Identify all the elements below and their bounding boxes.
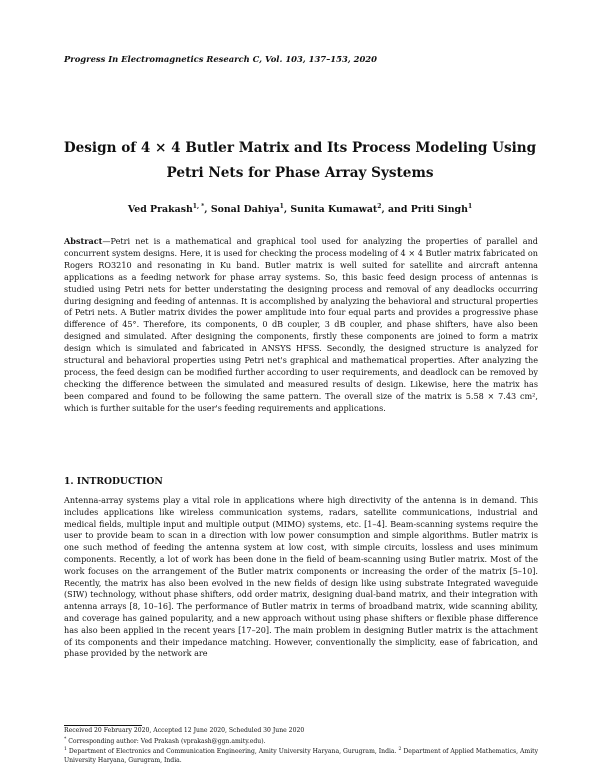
- abstract: [64, 236, 538, 415]
- author-name: Ved Prakash: [127, 204, 193, 216]
- footnote-rule: [64, 725, 142, 726]
- author-affiliation: 1, *: [192, 203, 205, 210]
- author-affiliation: 1: [467, 203, 473, 210]
- footnote-mark: 1: [64, 747, 67, 753]
- author-separator: ,: [283, 204, 291, 216]
- section-heading: 1. INTRODUCTION: [64, 476, 163, 487]
- abstract-text: —Petri net is a mathematical and graphical tool used for analyzing the properties of parallel and concurrent system designs. Here, it is used for checking the process modeling of 4 × 4 Butler matrix fabricated on Rogers RO3210 and resonating in Ku band. Butler matrix is well suited for satellite and aircraft antenna applications as a feeding network for phase array systems. So, this basic feed design process of antennas is studied using Petri nets for better understating the designing process and removal of any deadlocks occurring during designing and feeding of antennas. It is accomplished by analyzing the behavioral and structural properties of Petri nets. A Butler matrix divides the power amplitude into four equal parts and provides a progressive phase difference of 45°. Therefore, its components, 0 dB coupler, 3 dB coupler, and phase shifters, have also been designed and simulated. After designing the components, firstly these components are joined to form a matrix design which is simulated and fabricated in ANSYS HFSS. Secondly, the designed structure is analyzed for structural and behavioral properties using Petri net's graphical and mathematical properties. After analyzing the process, the feed design can be modified further according to user requirements, and deadlock can be removed by checking the difference between the simulated and measured results of design. Likewise, here the matrix has been compared and found to be following the same pattern. The overall size of the matrix is 5.58 × 7.43 cm², which is further suitable for the user's feeding requirements and applications.: [64, 236, 538, 413]
- author-separator: , and: [381, 204, 411, 216]
- footnotes: [64, 727, 538, 765]
- footnote-mark: *: [64, 736, 67, 742]
- journal-header: Progress In Electromagnetics Research C, Vol. 103, 137–153, 2020: [64, 54, 377, 64]
- affiliation-2: Department of Applied Mathematics, Amity University Haryana, Gurugram, India.: [64, 748, 539, 764]
- author-name: Priti Singh: [410, 204, 468, 216]
- received-dates: Received 20 February 2020, Accepted 12 June 2020, Scheduled 30 June 2020: [64, 727, 305, 734]
- introduction-paragraph: Antenna-array systems play a vital role in applications where high directivity of the antenna is in demand. This includes applications like wireless communication systems, radars, satellite communications, industrial and medical fields, multiple input and multiple output (MIMO) systems, etc. [1–4]. Beam-scanning systems require the user to provide beam to scan in a direction with low power consumption and simple algorithms. Butler matrix is one such method of feeding the antenna system at low cost, with simple circuits, lossless and uses minimum components. Recently, a lot of work has been done in the field of beam-scanning using Butler matrix. Most of the work focuses on the arrangement of the Butler matrix components or increasing the order of the matrix [5–10]. Recently, the matrix has also been evolved in the new fields of design like using substrate Integrated waveguide (SIW) technology, without phase shifters, odd order matrix, designing dual-band matrix, and their integration with antenna arrays [8, 10–16]. The performance of Butler matrix in terms of broadband matrix, wide scanning ability, and coverage has gained popularity, and a new approach without using phase shifters or flexible phase difference has also been applied in the recent years [17–20]. The main problem in designing Butler matrix is the attachment of its components and their impedance matching. However, conventionally the simplicity, ease of fabrication, and phase provided by the network are: [64, 495, 538, 659]
- affiliation-1: Department of Electronics and Communication Engineering, Amity University Haryana, Gurugram, India.: [68, 748, 397, 756]
- corresponding-author: [64, 736, 538, 747]
- author-name: Sunita Kumawat: [290, 204, 378, 216]
- paper-title: Design of 4 × 4 Butler Matrix and Its Process Modeling Using Petri Nets for Phase Array Systems: [63, 140, 537, 181]
- author-list: [60, 203, 540, 215]
- author-affiliation: 2: [377, 203, 382, 210]
- author-separator: ,: [204, 204, 211, 216]
- author-name: Sonal Dahiya: [210, 204, 280, 216]
- author-affiliation: 1: [279, 203, 284, 210]
- abstract-label: Abstract: [64, 236, 103, 246]
- corresponding-text: Corresponding author: Ved Prakash (vprakash@ggn.amity.edu).: [68, 737, 266, 745]
- affiliations: [64, 746, 538, 765]
- footnote-mark: 2: [398, 747, 402, 753]
